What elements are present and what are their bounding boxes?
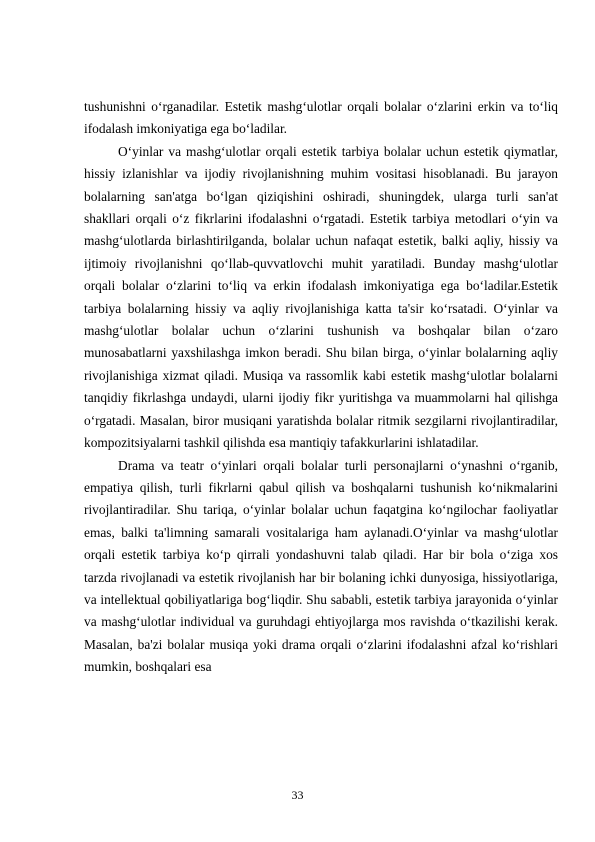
page-number: 33 [291, 788, 304, 802]
document-body [84, 96, 558, 679]
paragraph-drama-theatre: Drama va teatr o‘yinlari orqali bolalar turli personajlarni o‘ynashni o‘rganib, empatiya qilish, turli fikrlarni qabul qilish va boshqalarni tushunish ko‘nikmalarini rivojlantiradilar. Shu tariqa, o‘yinlar bolalar uchun faqatgina ko‘ngilochar faoliyatlar emas, balki ta'limning samarali vositalariga ham aylanadi.O‘yinlar va mashg‘ulotlar orqali estetik tarbiya ko‘p qirrali yondashuvni talab qiladi. Har bir bola o‘ziga xos tarzda rivojlanadi va estetik rivojlanish har bir bolaning ichki dunyosiga, hissiyotlariga, va intellektual qobiliyatlariga bog‘liqdir. Shu sababli, estetik tarbiya jarayonida o‘yinlar va mashg‘ulotlar individual va guruhdagi ehtiyojlarga mos ravishda o‘tkazilishi kerak. Masalan, ba'zi bolalar musiqa yoki drama orqali o‘zlarini ifodalashni afzal ko‘rishlari mumkin, boshqalari esa [84, 457, 558, 675]
paragraph-aesthetic-education: O‘yinlar va mashg‘ulotlar orqali estetik tarbiya bolalar uchun estetik qiymatlar, hissiy izlanishlar va ijodiy rivojlanishning muhim vositasi hisoblanadi. Bu jarayon bolalarning san'atga bo‘lgan qiziqishini oshiradi, shuningdek, ularga turli san'at shakllari orqali o‘z fikrlarini ifodalashni o‘rgatadi. Estetik tarbiya metodlari o‘yin va mashg‘ulotlarda birlashtirilganda, bolalar uchun nafaqat estetik, balki aqliy, hissiy va ijtimoiy rivojlanishni qo‘llab-quvvatlovchi muhit yaratiladi. Bunday mashg‘ulotlar orqali bolalar o‘zlarini to‘liq va erkin ifodalash imkoniyatiga ega bo‘ladilar.Estetik tarbiya bolalarning hissiy va aqliy rivojlanishiga katta ta'sir ko‘rsatadi. O‘yinlar va mashg‘ulotlar bolalar uchun o‘zlarini tushunish va boshqalar bilan o‘zaro munosabatlarni yaxshilashga imkon beradi. Shu bilan birga, o‘yinlar bolalarning aqliy rivojlanishiga xizmat qiladi. Musiqa va rassomlik kabi estetik mashg‘ulotlar bolalarni tanqidiy fikrlashga undaydi, ularni ijodiy fikr yuritishga va muammolarni hal qilishga o‘rgatadi. Masalan, biror musiqani yaratishda bolalar ritmik sezgilarni rivojlantiradilar, kompozitsiyalarni tashkil qilishda esa mantiqiy tafakkurlarini ishlatadilar. [84, 143, 558, 451]
paragraph-continuation: tushunishni o‘rganadilar. Estetik mashg‘ulotlar orqali bolalar o‘zlarini erkin va to‘liq ifodalash imkoniyatiga ega bo‘ladilar. [84, 99, 558, 137]
